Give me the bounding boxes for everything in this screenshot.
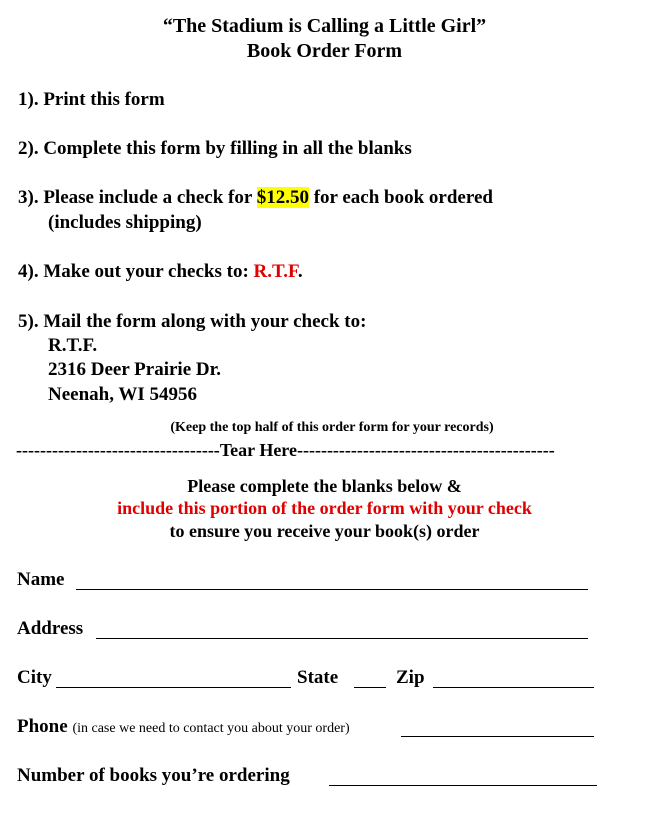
instruction-line-1: Please complete the blanks below & [187, 476, 462, 496]
step-3-text: 3). Please include a check for [18, 187, 257, 208]
address-line-1: R.T.F. [48, 335, 98, 356]
phone-label-text: Phone [17, 716, 68, 737]
phone-note: (in case we need to contact you about your order) [72, 721, 350, 736]
instruction-line-3: to ensure you receive your book(s) order [169, 521, 480, 541]
step-5: 5). Mail the form along with your check to: [18, 311, 367, 332]
city-blank[interactable] [56, 687, 291, 688]
tear-dashes-right: ------------------------------------------- [296, 440, 555, 460]
address-line-2: 2316 Deer Prairie Dr. [48, 359, 222, 380]
address-label: Address [17, 618, 84, 639]
address-line-3: Neenah, WI 54956 [48, 384, 198, 405]
payee-name: R.T.F [253, 261, 298, 282]
step-3-note: (includes shipping) [48, 212, 202, 233]
form-subtitle: Book Order Form [246, 40, 403, 62]
zip-blank[interactable] [433, 687, 594, 688]
zip-label: Zip [396, 667, 425, 688]
books-label: Number of books you’re ordering [17, 765, 290, 786]
tear-dashes-left: ---------------------------------- [16, 440, 220, 460]
tear-line [16, 440, 555, 461]
price-highlight: $12.50 [256, 187, 309, 208]
keep-note: (Keep the top half of this order form for your records) [170, 420, 494, 435]
step-3-text-end: for each book ordered [308, 187, 493, 208]
state-blank[interactable] [354, 687, 386, 688]
form-title: “The Stadium is Calling a Little Girl” [162, 15, 487, 37]
name-blank[interactable] [76, 589, 588, 590]
instruction-line-2: include this portion of the order form with your check [117, 498, 532, 518]
state-label: State [297, 667, 339, 688]
tear-label: Tear Here [219, 440, 297, 460]
step-2: 2). Complete this form by filling in all the blanks [18, 138, 412, 159]
step-1: 1). Print this form [18, 89, 165, 110]
books-blank[interactable] [329, 785, 597, 786]
step-4-text: 4). Make out your checks to: [18, 261, 254, 282]
city-label: City [17, 667, 52, 688]
address-blank[interactable] [96, 638, 588, 639]
name-label: Name [17, 569, 65, 590]
phone-label [17, 716, 350, 738]
step-3 [18, 187, 493, 209]
phone-blank[interactable] [401, 736, 594, 737]
step-4-period: . [297, 261, 303, 282]
step-4 [18, 261, 303, 283]
